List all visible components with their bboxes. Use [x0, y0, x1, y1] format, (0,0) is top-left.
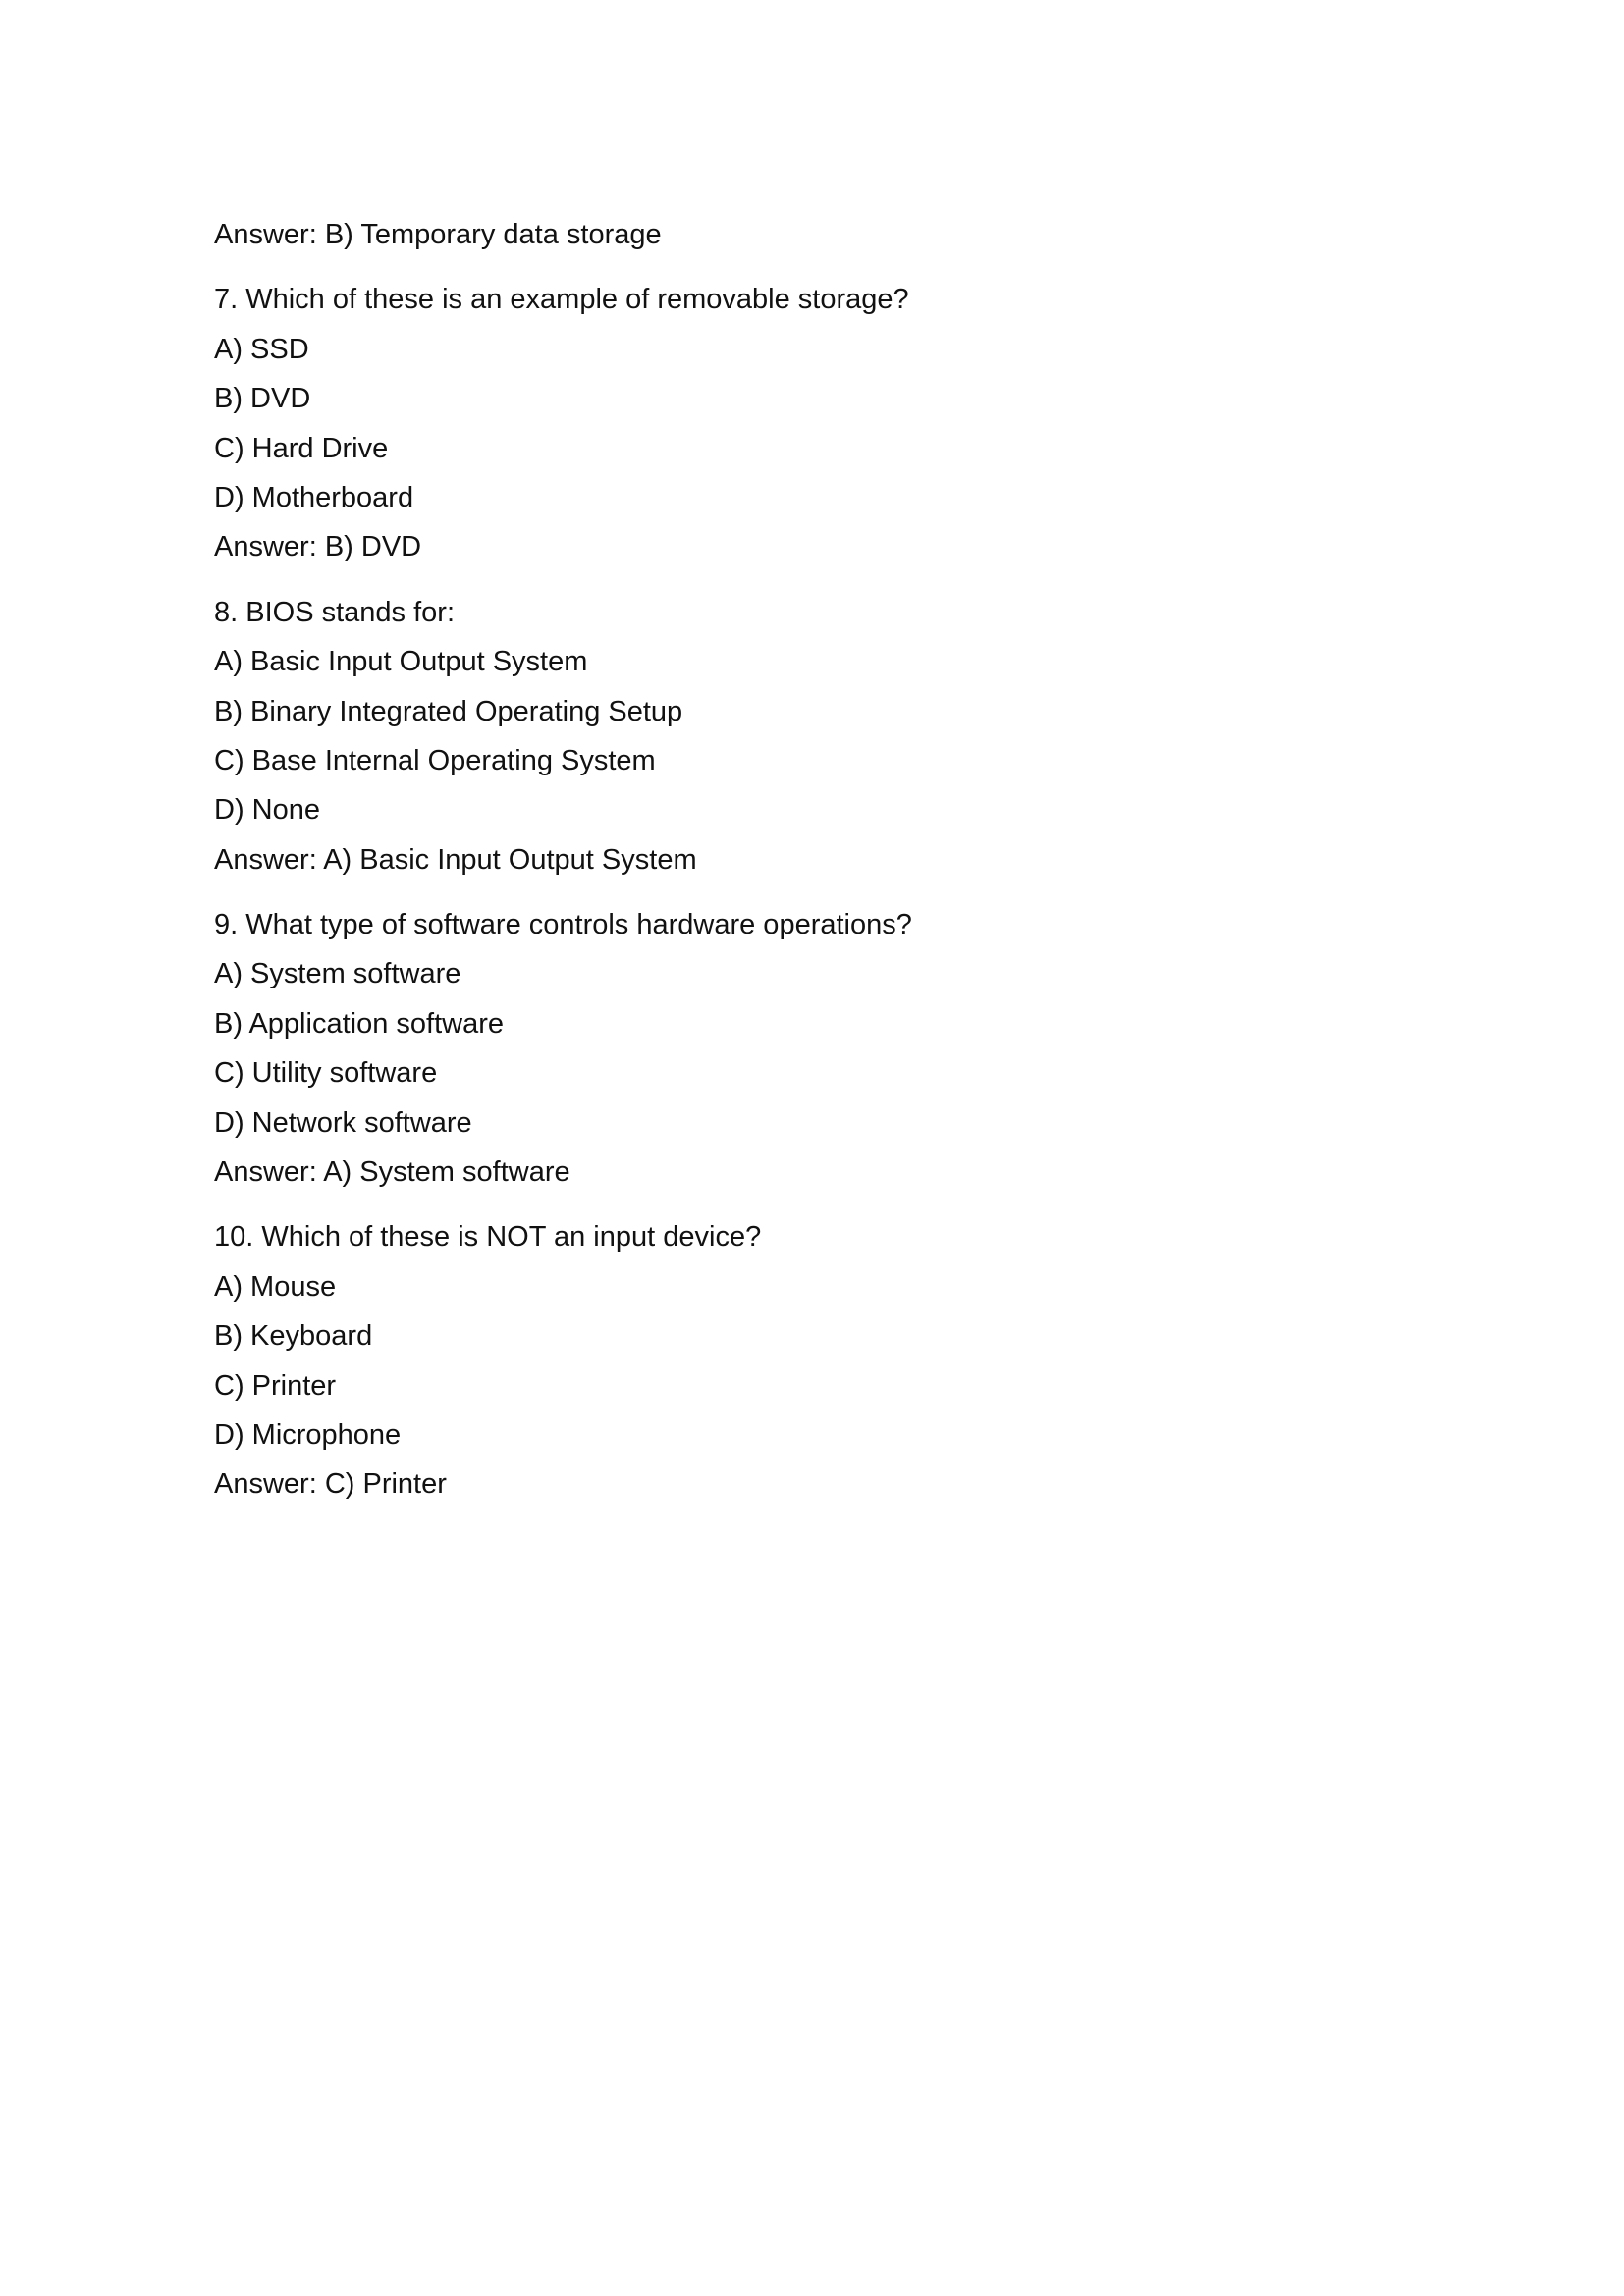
question-block-7: [214, 275, 1392, 571]
question-text: 8. BIOS stands for:: [214, 596, 455, 628]
question-text: 10. Which of these is NOT an input device?: [214, 1221, 762, 1254]
option-c: C) Hard Drive: [214, 432, 389, 464]
option-c: C) Printer: [214, 1369, 337, 1402]
block-gap: [214, 884, 1392, 900]
block-gap: [214, 259, 1392, 275]
question-text: 7. Which of these is an example of removable storage?: [214, 284, 909, 316]
option-b: B) Application software: [214, 1007, 504, 1040]
option-a: A) Mouse: [214, 1270, 337, 1303]
answer-text: Answer: C) Printer: [214, 1468, 447, 1501]
option-c: C) Base Internal Operating System: [214, 744, 656, 776]
option-d: D) Motherboard: [214, 481, 414, 513]
option-b: B) Keyboard: [214, 1320, 373, 1353]
question-block-8: [214, 588, 1392, 884]
option-b: B) DVD: [214, 383, 311, 415]
option-d: D) None: [214, 794, 320, 827]
option-a: A) Basic Input Output System: [214, 646, 588, 678]
page-content: [214, 210, 1392, 1510]
option-d: D) Microphone: [214, 1418, 402, 1451]
answer-text: Answer: A) System software: [214, 1156, 570, 1189]
option-d: D) Network software: [214, 1106, 472, 1139]
carryover-answer: Answer: B) Temporary data storage: [214, 219, 662, 250]
option-a: A) System software: [214, 958, 461, 990]
block-gap: [214, 1197, 1392, 1212]
block-gap: [214, 572, 1392, 588]
question-text: 9. What type of software controls hardware operations?: [214, 909, 912, 941]
question-block-9: [214, 900, 1392, 1197]
answer-text: Answer: B) DVD: [214, 531, 422, 563]
answer-text: Answer: A) Basic Input Output System: [214, 843, 697, 876]
option-b: B) Binary Integrated Operating Setup: [214, 695, 683, 727]
option-c: C) Utility software: [214, 1057, 438, 1090]
option-a: A) SSD: [214, 333, 309, 365]
question-block-10: [214, 1212, 1392, 1509]
